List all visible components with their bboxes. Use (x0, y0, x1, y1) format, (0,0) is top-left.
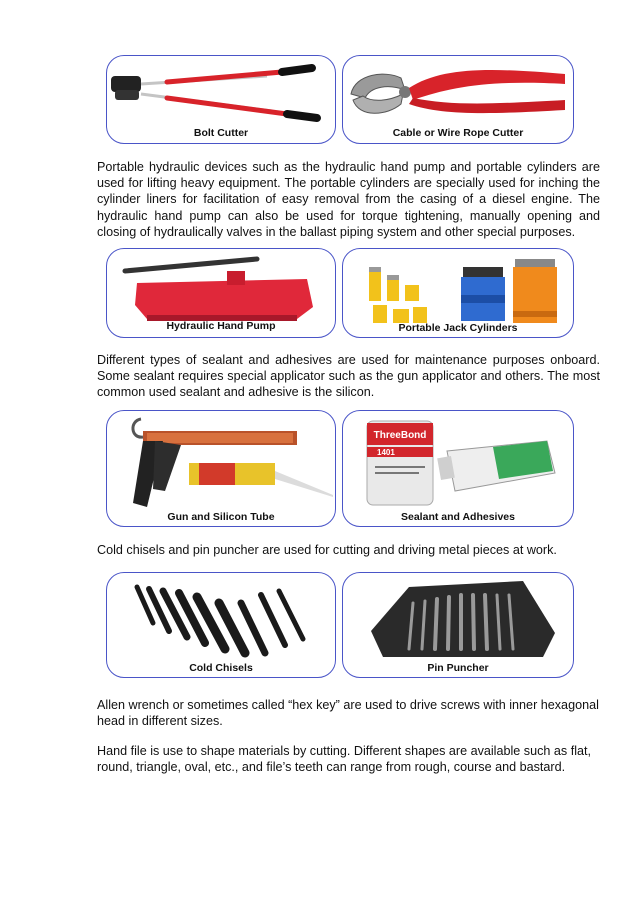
figure-hydraulic-pump (106, 248, 336, 338)
paragraph-sealant: Different types of sealant and adhesives are used for maintenance purposes onboard. Some sealant requires special applicator such as the gun applicator and others. The most common used sealant and adhesive is the silicon. (97, 353, 600, 400)
paragraph-hydraulic: Portable hydraulic devices such as the hydraulic hand pump and portable cylinders are used for lifting heavy equipment. The portable cylinders are specially used for inching the cylinder liners for facilitation of easy removal from the casing of a diesel engine. The hydraulic hand pump can also be used for torque tightening, manually opening and closing of hydraulically valves in the ballast piping system and other special purposes. (97, 160, 600, 239)
figure-pin-puncher (342, 572, 574, 678)
sealant-image (343, 411, 573, 526)
figure-sealant (342, 410, 574, 527)
caption-jack-cylinders: Portable Jack Cylinders (398, 322, 518, 334)
caulking-gun-image (107, 411, 335, 526)
paragraph-chisels: Cold chisels and pin puncher are used for cutting and driving metal pieces at work. (97, 543, 557, 557)
caption-caulking-gun: Gun and Silicon Tube (167, 511, 275, 523)
caption-cable-cutter: Cable or Wire Rope Cutter (392, 127, 524, 139)
sealant-brand-label: ThreeBond (373, 430, 427, 441)
figure-bolt-cutter (106, 55, 336, 144)
figure-jack-cylinders (342, 248, 574, 338)
caption-sealant: Sealant and Adhesives (401, 511, 515, 523)
caption-pin-puncher: Pin Puncher (427, 662, 489, 674)
caption-cold-chisels: Cold Chisels (189, 662, 253, 674)
caption-bolt-cutter: Bolt Cutter (193, 127, 249, 139)
figure-cold-chisels (106, 572, 336, 678)
caption-hydraulic-pump: Hydraulic Hand Pump (166, 320, 276, 332)
figure-cable-cutter (342, 55, 574, 144)
figure-caulking-gun (106, 410, 336, 527)
sealant-code-label: 1401 (377, 448, 395, 457)
paragraph-allen-wrench: Allen wrench or sometimes called “hex key” are used to drive screws with inner hexagonal head in different sizes. (97, 698, 599, 729)
paragraph-hand-file: Hand file is use to shape materials by cutting. Different shapes are available such as flat, round, triangle, oval, etc., and file’s teeth can range from rough, course and bastard. (97, 744, 591, 775)
